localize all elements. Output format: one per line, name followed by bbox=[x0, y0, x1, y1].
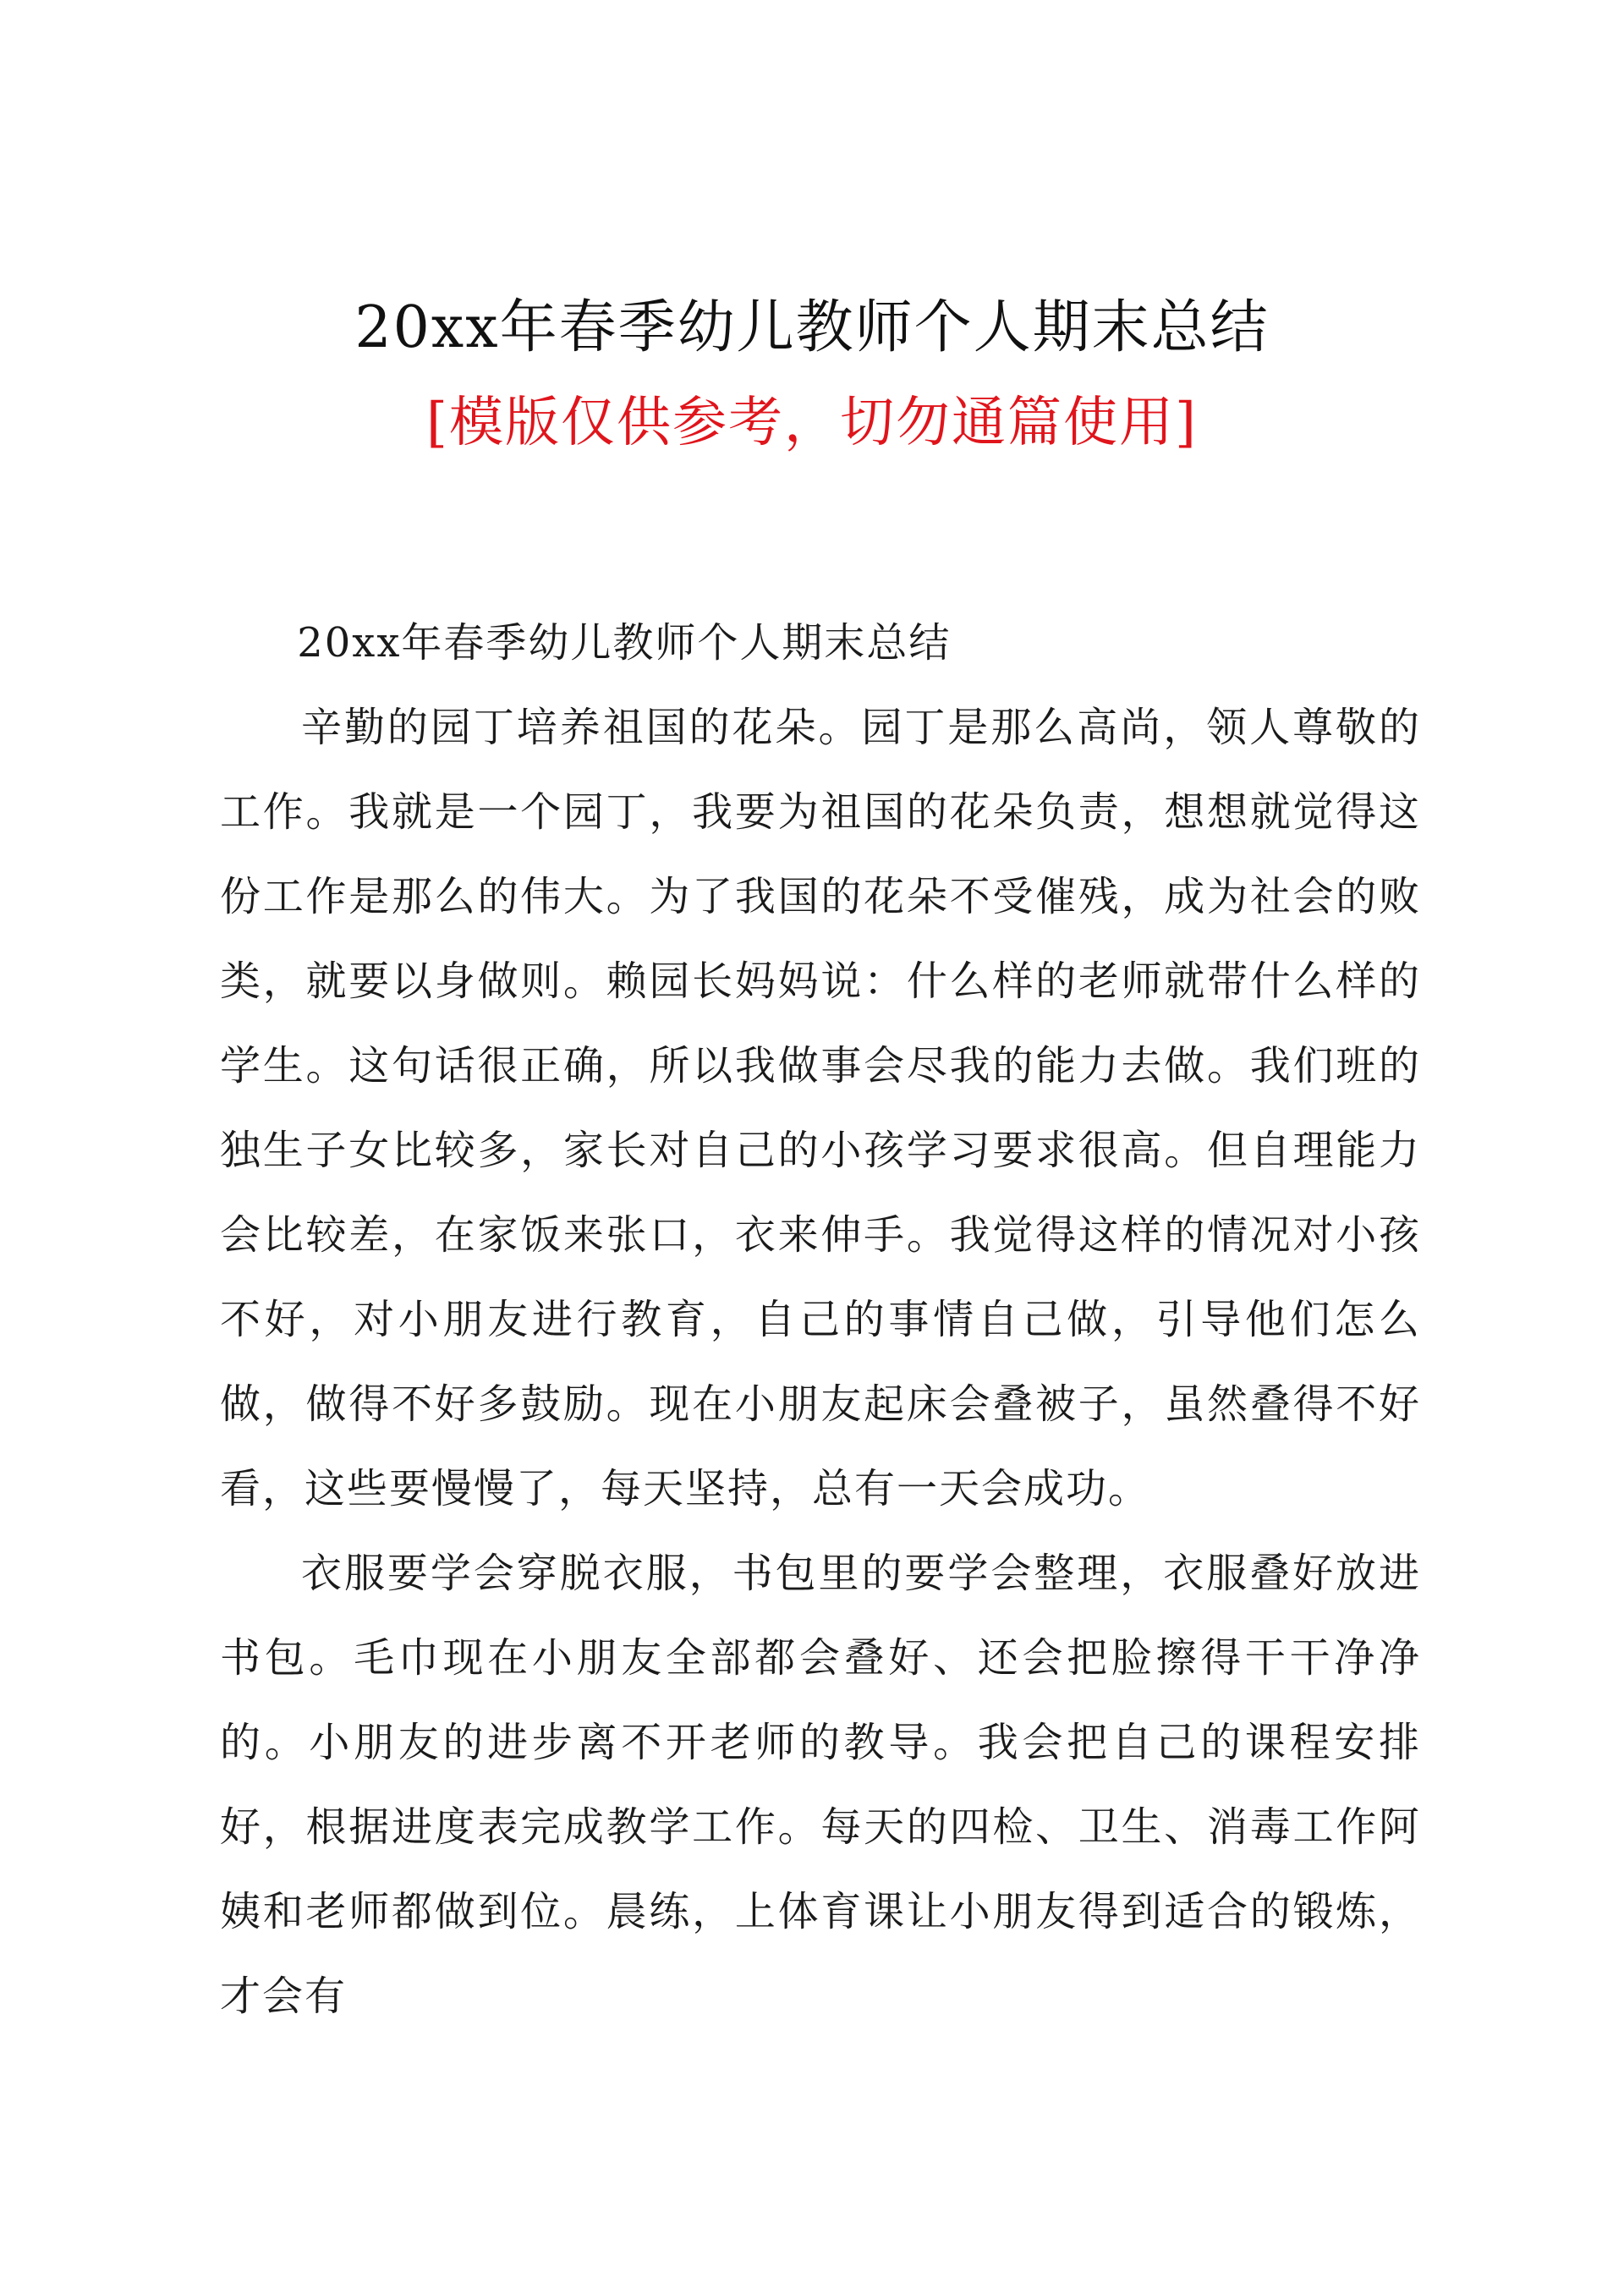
document-title: 20xx年春季幼儿教师个人期末总结 bbox=[354, 294, 1270, 361]
template-notice: [模版仅供参考，切勿通篇使用] bbox=[426, 392, 1198, 454]
body-heading: 20xx年春季幼儿教师个人期末总结 bbox=[297, 619, 952, 667]
document-body bbox=[220, 601, 1421, 2039]
body-paragraph: 衣服要学会穿脱衣服，书包里的要学会整理，衣服叠好放进书包。毛巾现在小朋友全部都会叠好、还会把脸擦得干干净净的。小朋友的进步离不开老师的教导。我会把自己的课程安排好，根据进度表完成教学工作。每天的四检、卫生、消毒工作阿姨和老师都做到位。晨练，上体育课让小朋友得到适合的锻炼，才会有 bbox=[220, 1550, 1421, 2020]
body-paragraph: 辛勤的园丁培养祖国的花朵。园丁是那么高尚，领人尊敬的工作。我就是一个园丁，我要为祖国的花朵负责，想想就觉得这份工作是那么的伟大。为了我国的花朵不受催残，成为社会的败类，就要以身做则。赖园长妈妈说：什么样的老师就带什么样的学生。这句话很正确，所以我做事会尽我的能力去做。我们班的独生子女比较多，家长对自己的小孩学习要求很高。但自理能力会比较差，在家饭来张口，衣来伸手。我觉得这样的情况对小孩不好，对小朋友进行教育，自己的事情自己做，引导他们怎么做，做得不好多鼓励。现在小朋友起床会叠被子，虽然叠得不好看，这些要慢慢了，每天坚持，总有一天会成功。 bbox=[220, 704, 1421, 1512]
